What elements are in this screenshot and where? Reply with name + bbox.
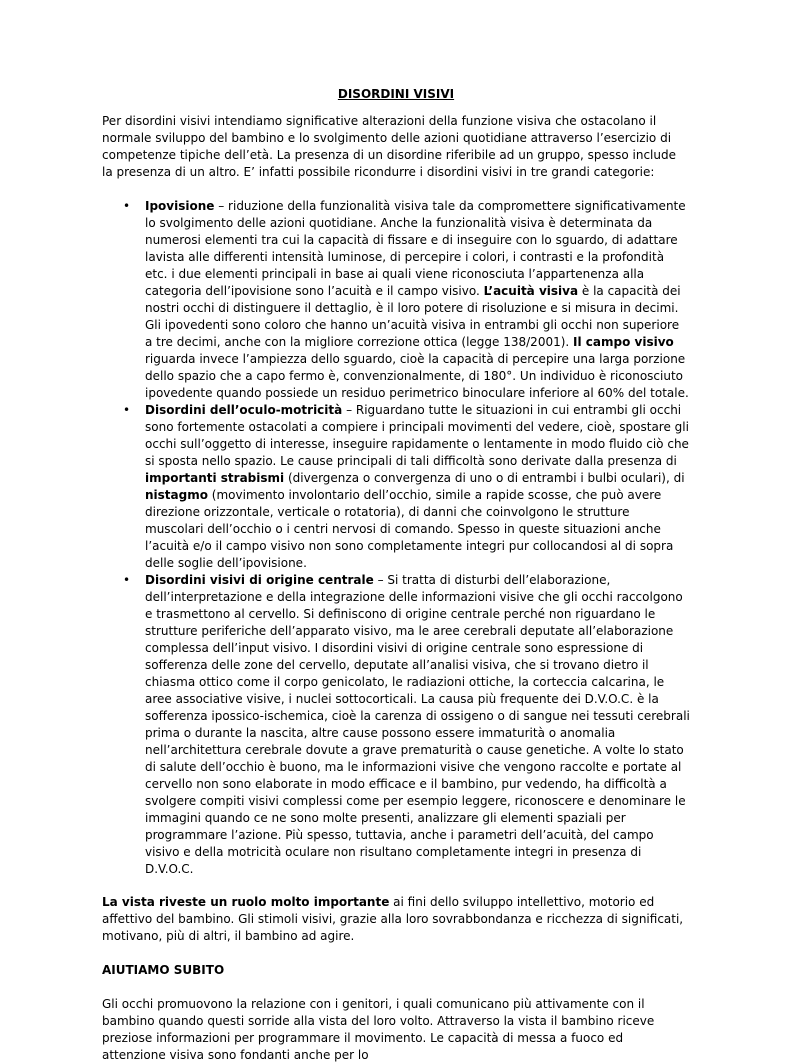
item-text: (movimento involontario dell’occhio, simile a rapide scosse, che può avere direzione orizzontale, verticale o rotatoria), di danni che coinvolgono le strutture muscolari dell’occhio o i centri nervosi di comando. Spesso in queste situazioni anche l’acuità e/o il campo visivo non sono completamente integri pur collocandosi al di sopra delle soglie dell’ipovisione. [145,488,674,570]
term-oculo-motricita: Disordini dell’oculo-motricità [145,403,343,417]
last-paragraph: Gli occhi promuovono la relazione con i genitori, i quali comunicano più attivamente con il bambino quando questi sorride alla vista del loro volto. Attraverso la vista il bambino riceve preziose informazioni per programmare il movimento. Le capacità di messa a fuoco ed attenzione visiva sono fondanti anche per lo [102,997,655,1062]
item-text: – Si tratta di disturbi dell’elaborazione, dell’interpretazione e della integrazione delle informazioni visive che gli occhi raccolgono e trasmettono al cervello. Si definiscono di origine centrale perché non riguardano le strutture periferiche dell’apparato visivo, ma le aree cerebrali deputate all’elaborazione complessa dell’input visivo. I disordini visivi di origine centrale sono espressione di sofferenza delle zone del cervello, deputate all’analisi visiva, che si trovano dietro il chiasma ottico come il corpo genicolato, le radiazioni ottiche, la corteccia calcarina, le aree associative visive, i nuclei sottocorticali. La causa più frequente dei D.V.O.C. è la sofferenza ipossico-ischemica, cioè la carenza di ossigeno o di sangue nei tessuti cerebrali prima o durante la nascita, altre cause possono essere immaturità o anomalia nell’architettura cerebrale dovute a grave prematurità o cause genetiche. A volte lo stato di salute dell’occhio è buono, ma le informazioni visive che vengono raccolte e portate al cervello non sono elaborate in modo efficace e il bambino, pur vedendo, ha difficoltà a svolgere compiti visivi complessi come per esempio leggere, riconoscere e denominare le immagini quando ce ne sono molte presenti, analizzare gli elementi spaziali per programmare l’azione. Più spesso, tuttavia, anche i parametri dell’acuità, del campo visivo e della motricità oculare non risultano completamente integri in presenza di D.V.O.C. [145,573,690,876]
vista-paragraph [102,894,690,945]
item-text: riguarda invece l’ampiezza dello sguardo, cioè la capacità di percepire una larga porzione dello spazio che a capo fermo è, convenzionalmente, di 180°. Un individuo è riconosciuto ipovedente quando possiede un residuo perimetrico binoculare inferiore al 60% del totale. [145,352,689,400]
term-strabismi: importanti strabismi [145,471,285,485]
item-text: (divergenza o convergenza di uno o di entrambi i bulbi oculari), di [284,471,685,485]
bullet-icon: • [123,403,131,417]
document-page [102,86,690,1064]
term-nistagmo: nistagmo [145,488,208,502]
list-item-ipovisione [102,198,690,402]
intro-paragraph: Per disordini visivi intendiamo significative alterazioni della funzione visiva che ostacolano il normale sviluppo del bambino e lo svolgimento delle azioni quotidiane attraverso l’esercizio di competenze tipiche dell’età. La presenza di un disordine riferibile ad un gruppo, spesso include la presenza di un altro. E’ infatti possibile ricondurre i disordini visivi in tre grandi categorie: [102,114,676,179]
vista-bold: La vista riveste un ruolo molto importante [102,895,390,909]
bullet-icon: • [123,573,131,587]
list-item-oculo-motricita [102,402,690,572]
document-title: DISORDINI VISIVI [337,87,455,101]
item-text: è la capacità dei nostri occhi di distinguere il dettaglio, è il loro potere di risoluzione e si misura in decimi. Gli ipovedenti sono coloro che hanno un’acuità visiva in entrambi gli occhi non superiore a tre decimi, anche con la migliore correzione ottica (legge 138/2001). [145,284,681,349]
category-list [102,198,690,878]
term-ipovisione: Ipovisione [145,199,215,213]
term-campo-visivo: Il campo visivo [573,335,674,349]
item-text: – Riguardano tutte le situazioni in cui entrambi gli occhi sono fortemente ostacolati a compiere i principali movimenti del vedere, cioè, spostare gli occhi sull’oggetto di interesse, inseguire rapidamente o lentamente in modo fluido ciò che si sposta nello spazio. Le cause principali di tali difficoltà sono derivate dalla presenza di [145,403,689,468]
list-item-origine-centrale [102,572,690,878]
term-origine-centrale: Disordini visivi di origine centrale [145,573,374,587]
vista-text: ai fini dello sviluppo intellettivo, motorio ed affettivo del bambino. Gli stimoli visivi, grazie alla loro sovrabbondanza e ricchezza di significati, motivano, più di altri, il bambino ad agire. [102,895,684,943]
section-heading: AIUTIAMO SUBITO [102,963,225,977]
bullet-icon: • [123,199,131,213]
term-acuita-visiva: L’acuità visiva [483,284,579,298]
item-text: – riduzione della funzionalità visiva tale da compromettere significativamente lo svolgimento delle azioni quotidiane. Anche la funzionalità visiva è determinata da numerosi elementi tra cui la capacità di fissare e di inseguire con lo sguardo, di adattare lavista alle differenti intensità luminose, di percepire i colori, i contrasti e la profondità etc. i due elementi principali in base ai quali viene riconosciuta l’appartenenza alla categoria dell’ipovisione sono l’acuità e il campo visivo. [145,199,686,298]
